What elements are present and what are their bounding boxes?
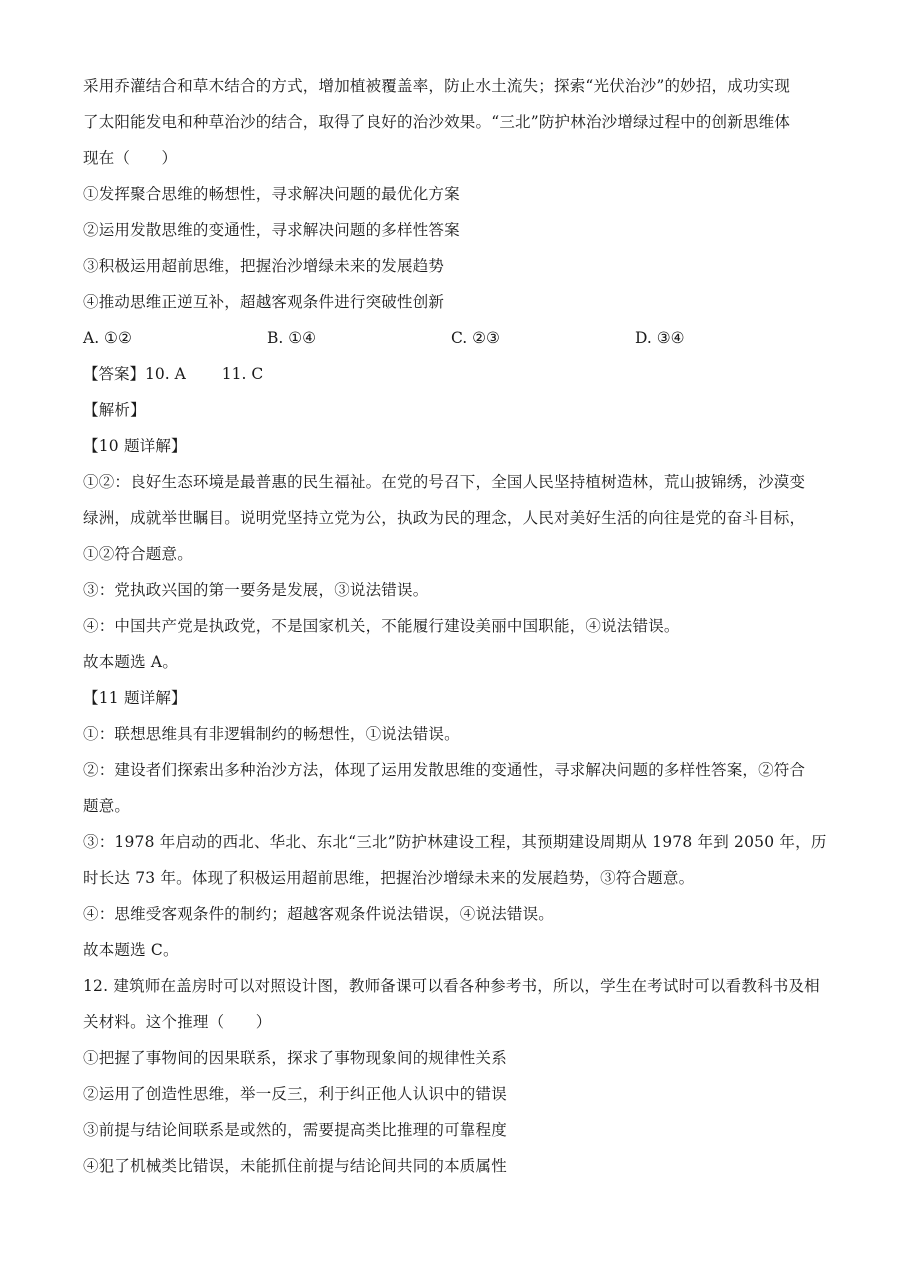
statement-2: ②运用了创造性思维，举一反三，利于纠正他人认识中的错误 xyxy=(83,1085,507,1103)
detail-line: 绿洲，成就举世瞩目。说明党坚持立党为公，执政为民的理念，人民对美好生活的向往是党的奋斗目标， xyxy=(83,509,806,527)
statement-3: ③积极运用超前思维，把握治沙增绿未来的发展趋势 xyxy=(83,257,445,275)
answer-line xyxy=(83,356,823,392)
detail-heading: 【10 题详解】 xyxy=(83,437,187,455)
statement-1: ①把握了事物间的因果联系，探求了事物现象间的规律性关系 xyxy=(83,1049,507,1067)
answer-10: 【答案】10. A xyxy=(83,365,186,383)
detail-line: ①②符合题意。 xyxy=(83,545,193,563)
option-a: A. ①② xyxy=(83,329,132,347)
question-11-detail xyxy=(83,680,827,968)
question-text-line: 12. 建筑师在盖房时可以对照设计图，教师备课可以看各种参考书，所以，学生在考试时可以看教科书及相 xyxy=(83,977,820,995)
answer-11: 11. C xyxy=(221,365,264,383)
detail-line: ①：联想思维具有非逻辑制约的畅想性，①说法错误。 xyxy=(83,725,460,743)
option-c: C. ②③ xyxy=(451,329,500,347)
detail-line: ①②：良好生态环境是最普惠的民生福祉。在党的号召下，全国人民坚持植树造林，荒山披锦绣，沙漠变 xyxy=(83,473,806,491)
question-12 xyxy=(83,968,823,1184)
detail-line: ③：党执政兴国的第一要务是发展，③说法错误。 xyxy=(83,581,429,599)
detail-heading: 【11 题详解】 xyxy=(83,689,187,707)
question-text-line: 关材料。这个推理（ ） xyxy=(83,1013,272,1031)
question-text-line: 了太阳能发电和种草治沙的结合，取得了良好的治沙效果。“三北”防护林治沙增绿过程中的创新思维体 xyxy=(83,113,791,131)
statement-4: ④犯了机械类比错误，未能抓住前提与结论间共同的本质属性 xyxy=(83,1157,507,1175)
analysis-label: 【解析】 xyxy=(83,401,146,419)
question-11-continuation xyxy=(83,68,823,356)
detail-line: 时长达 73 年。体现了积极运用超前思维，把握治沙增绿未来的发展趋势，③符合题意。 xyxy=(83,869,695,887)
detail-conclusion: 故本题选 C。 xyxy=(83,941,179,959)
statement-2: ②运用发散思维的变通性，寻求解决问题的多样性答案 xyxy=(83,221,460,239)
statement-4: ④推动思维正逆互补，超越客观条件进行突破性创新 xyxy=(83,293,445,311)
question-text-line: 采用乔灌结合和草木结合的方式，增加植被覆盖率，防止水土流失；探索“光伏治沙”的妙招，成功实现 xyxy=(83,77,791,95)
detail-line: 题意。 xyxy=(83,797,131,815)
answer-options xyxy=(83,320,823,356)
statement-3: ③前提与结论间联系是或然的，需要提高类比推理的可靠程度 xyxy=(83,1121,507,1139)
option-b: B. ①④ xyxy=(267,329,317,347)
document-page xyxy=(83,68,827,1184)
question-10-detail xyxy=(83,428,823,680)
detail-line: ④：中国共产党是执政党，不是国家机关，不能履行建设美丽中国职能，④说法错误。 xyxy=(83,617,680,635)
detail-conclusion: 故本题选 A。 xyxy=(83,653,179,671)
detail-line: ②：建设者们探索出多种治沙方法，体现了运用发散思维的变通性，寻求解决问题的多样性答案，②符合 xyxy=(83,761,806,779)
statement-1: ①发挥聚合思维的畅想性，寻求解决问题的最优化方案 xyxy=(83,185,460,203)
detail-line: ④：思维受客观条件的制约；超越客观条件说法错误，④说法错误。 xyxy=(83,905,555,923)
detail-line: ③：1978 年启动的西北、华北、东北“三北”防护林建设工程，其预期建设周期从 1978 年到 2050 年，历 xyxy=(83,833,827,851)
question-text-line: 现在（ ） xyxy=(83,149,178,167)
option-d: D. ③④ xyxy=(635,329,685,347)
